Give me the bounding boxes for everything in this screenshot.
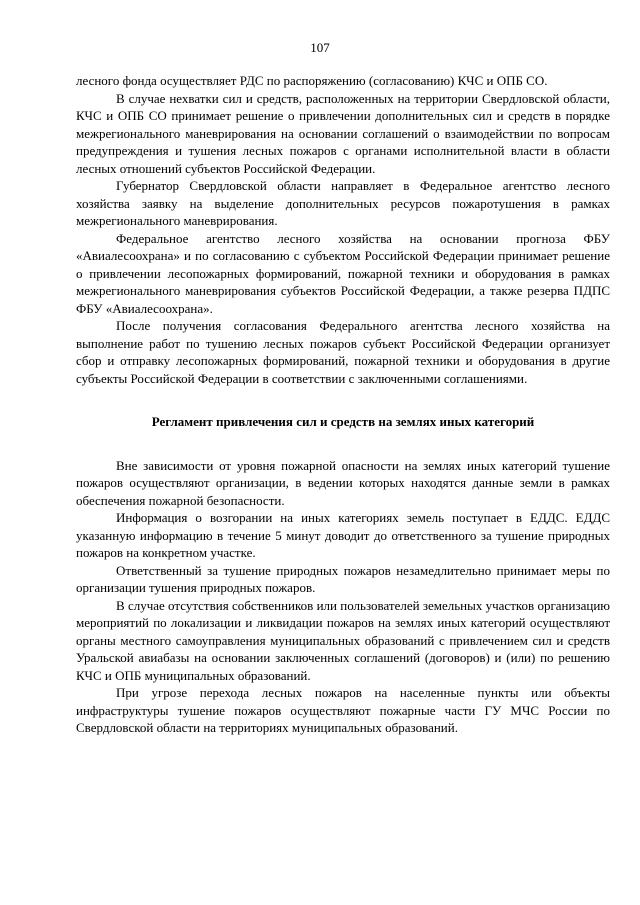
page-number: 107 bbox=[310, 40, 330, 55]
paragraph-federal-agency-decision: Федеральное агентство лесного хозяйства на основании прогноза ФБУ «Авиалесоохрана» и по согласованию с субъектом Российской Федерации принимает решение о привлечении лесопожарных формирований, пожарной техники и оборудования в рамках межрегионального маневрирования субъектов Российской Федерации, а также резерва ПДПС ФБУ «Авиалесоохрана». bbox=[76, 230, 610, 316]
paragraph-threat-to-settlements: При угрозе перехода лесных пожаров на населенные пункты или объекты инфраструктуры тушение пожаров осуществляют пожарные части ГУ МЧС России по Свердловской области на территориях муниципальных образований. bbox=[76, 685, 610, 735]
section-heading: Регламент привлечения сил и средств на землях иных категорий bbox=[151, 414, 535, 429]
paragraph-responsible-person: Ответственный за тушение природных пожаров незамедлительно принимает меры по организации тушения природных пожаров. bbox=[76, 562, 610, 595]
paragraph-shortage-of-forces: В случае нехватки сил и средств, расположенных на территории Свердловской области, КЧС и ОПБ СО принимает решение о привлечении дополнительных сил и средств в порядке межрегионального маневрирования на основании соглашений о взаимодействии по вопросам предупреждения и тушения лесных пожаров с органами исполнительной власти в области лесных отношений субъектов Российской Федерации. bbox=[76, 90, 610, 176]
paragraph-continuation: лесного фонда осуществляет РДС по распоряжению (согласованию) КЧС и ОПБ СО. bbox=[76, 73, 548, 88]
paragraph-other-lands: Вне зависимости от уровня пожарной опасности на землях иных категорий тушение пожаров осуществляют организации, в ведении которых находятся данные земли в рамках обеспечения пожарной безопасности. bbox=[76, 457, 610, 508]
paragraph-edds-info: Информация о возгорании на иных категориях земель поступает в ЕДДС. ЕДДС указанную информацию в течение 5 минут доводит до ответственного за тушение природных пожаров на конкретном участке. bbox=[76, 510, 610, 560]
paragraph-after-approval: После получения согласования Федерального агентства лесного хозяйства на выполнение работ по тушению лесных пожаров субъект Российской Федерации организует сбор и отправку лесопожарных формирований, пожарной техники и оборудования в другие субъекты Российской Федерации в соответствии с заключенными соглашениями. bbox=[76, 318, 610, 386]
paragraph-no-owners: В случае отсутствия собственников или пользователей земельных участков организацию мероприятий по локализации и ликвидации пожаров на землях иных категорий осуществляют органы местного самоуправления муниципальных образований с привлечением сил и средств Уральской авиабазы на основании заключенных соглашений (договоров) и (или) по решению КЧС и ОПБ муниципальных образований. bbox=[76, 597, 610, 683]
document-body bbox=[76, 72, 610, 737]
paragraph-governor-request: Губернатор Свердловской области направляет в Федеральное агентство лесного хозяйства заявку на выделение дополнительных ресурсов пожаротушения в рамках межрегионального маневрирования. bbox=[76, 178, 610, 228]
